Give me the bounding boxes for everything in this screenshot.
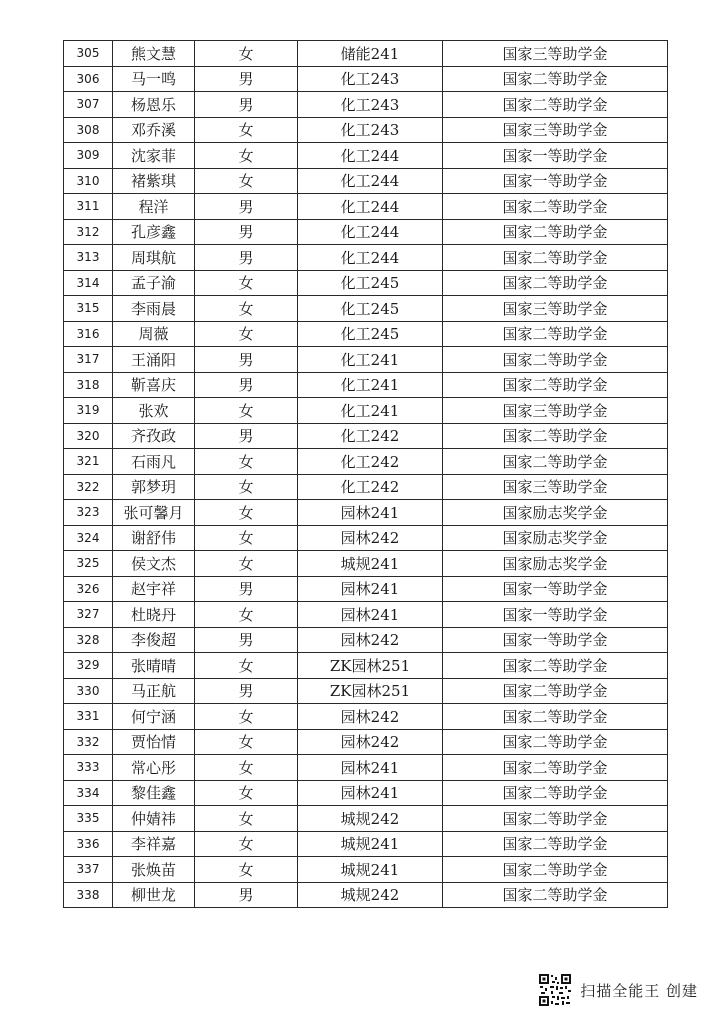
award-roster-sheet — [63, 40, 667, 908]
class-cell: 化工244 — [298, 245, 443, 271]
table-row — [64, 602, 668, 628]
student-name-cell: 李俊超 — [113, 627, 195, 653]
class-cell: 化工245 — [298, 296, 443, 322]
table-row — [64, 704, 668, 730]
student-name-cell: 张晴晴 — [113, 653, 195, 679]
student-name-cell: 柳世龙 — [113, 882, 195, 908]
gender-cell: 女 — [195, 500, 298, 526]
gender-cell: 男 — [195, 347, 298, 373]
class-cell: 化工241 — [298, 372, 443, 398]
gender-cell: 女 — [195, 270, 298, 296]
scanner-watermark-text: 扫描全能王 创建 — [580, 981, 698, 1000]
class-cell: 化工242 — [298, 423, 443, 449]
row-number-cell: 327 — [64, 602, 113, 628]
table-row — [64, 474, 668, 500]
award-type-cell: 国家二等助学金 — [443, 321, 668, 347]
table-row — [64, 194, 668, 220]
row-number-cell: 307 — [64, 92, 113, 118]
award-type-cell: 国家二等助学金 — [443, 704, 668, 730]
row-number-cell: 312 — [64, 219, 113, 245]
award-type-cell: 国家二等助学金 — [443, 755, 668, 781]
table-row — [64, 41, 668, 67]
student-name-cell: 齐孜政 — [113, 423, 195, 449]
class-cell: 城规241 — [298, 831, 443, 857]
row-number-cell: 313 — [64, 245, 113, 271]
row-number-cell: 324 — [64, 525, 113, 551]
gender-cell: 女 — [195, 398, 298, 424]
row-number-cell: 309 — [64, 143, 113, 169]
class-cell: 化工241 — [298, 398, 443, 424]
qr-code-icon — [538, 973, 572, 1007]
award-type-cell: 国家二等助学金 — [443, 194, 668, 220]
class-cell: 园林242 — [298, 704, 443, 730]
table-row — [64, 423, 668, 449]
row-number-cell: 330 — [64, 678, 113, 704]
student-name-cell: 仲婧祎 — [113, 806, 195, 832]
table-row — [64, 780, 668, 806]
award-type-cell: 国家三等助学金 — [443, 474, 668, 500]
student-name-cell: 何宁涵 — [113, 704, 195, 730]
award-type-cell: 国家励志奖学金 — [443, 500, 668, 526]
class-cell: 化工241 — [298, 347, 443, 373]
award-type-cell: 国家二等助学金 — [443, 92, 668, 118]
gender-cell: 女 — [195, 168, 298, 194]
student-name-cell: 赵宇祥 — [113, 576, 195, 602]
award-type-cell: 国家二等助学金 — [443, 66, 668, 92]
row-number-cell: 336 — [64, 831, 113, 857]
table-row — [64, 168, 668, 194]
award-type-cell: 国家一等助学金 — [443, 602, 668, 628]
student-name-cell: 沈家菲 — [113, 143, 195, 169]
gender-cell: 女 — [195, 449, 298, 475]
award-type-cell: 国家二等助学金 — [443, 729, 668, 755]
student-name-cell: 杜晓丹 — [113, 602, 195, 628]
award-type-cell: 国家二等助学金 — [443, 449, 668, 475]
student-name-cell: 郭梦玥 — [113, 474, 195, 500]
table-row — [64, 92, 668, 118]
student-name-cell: 靳喜庆 — [113, 372, 195, 398]
student-name-cell: 周琪航 — [113, 245, 195, 271]
award-type-cell: 国家二等助学金 — [443, 372, 668, 398]
student-name-cell: 王涌阳 — [113, 347, 195, 373]
student-name-cell: 常心彤 — [113, 755, 195, 781]
table-row — [64, 245, 668, 271]
gender-cell: 男 — [195, 66, 298, 92]
student-name-cell: 马正航 — [113, 678, 195, 704]
award-type-cell: 国家二等助学金 — [443, 780, 668, 806]
class-cell: 园林241 — [298, 500, 443, 526]
row-number-cell: 316 — [64, 321, 113, 347]
table-row — [64, 627, 668, 653]
table-row — [64, 296, 668, 322]
row-number-cell: 334 — [64, 780, 113, 806]
award-type-cell: 国家三等助学金 — [443, 296, 668, 322]
student-name-cell: 张可馨月 — [113, 500, 195, 526]
class-cell: 化工243 — [298, 66, 443, 92]
row-number-cell: 308 — [64, 117, 113, 143]
row-number-cell: 311 — [64, 194, 113, 220]
class-cell: 城规241 — [298, 551, 443, 577]
gender-cell: 女 — [195, 525, 298, 551]
student-name-cell: 张欢 — [113, 398, 195, 424]
class-cell: 园林241 — [298, 755, 443, 781]
class-cell: 化工245 — [298, 270, 443, 296]
row-number-cell: 332 — [64, 729, 113, 755]
award-type-cell: 国家二等助学金 — [443, 347, 668, 373]
table-row — [64, 882, 668, 908]
table-row — [64, 117, 668, 143]
class-cell: 化工244 — [298, 143, 443, 169]
row-number-cell: 306 — [64, 66, 113, 92]
row-number-cell: 310 — [64, 168, 113, 194]
class-cell: ZK园林251 — [298, 678, 443, 704]
table-row — [64, 831, 668, 857]
class-cell: 化工243 — [298, 117, 443, 143]
gender-cell: 女 — [195, 41, 298, 67]
student-name-cell: 石雨凡 — [113, 449, 195, 475]
class-cell: 化工244 — [298, 168, 443, 194]
row-number-cell: 335 — [64, 806, 113, 832]
row-number-cell: 323 — [64, 500, 113, 526]
class-cell: 园林241 — [298, 576, 443, 602]
row-number-cell: 337 — [64, 857, 113, 883]
gender-cell: 女 — [195, 831, 298, 857]
table-row — [64, 678, 668, 704]
class-cell: 园林241 — [298, 602, 443, 628]
table-row — [64, 755, 668, 781]
award-type-cell: 国家二等助学金 — [443, 882, 668, 908]
gender-cell: 女 — [195, 729, 298, 755]
gender-cell: 男 — [195, 423, 298, 449]
row-number-cell: 325 — [64, 551, 113, 577]
award-type-cell: 国家二等助学金 — [443, 678, 668, 704]
gender-cell: 男 — [195, 576, 298, 602]
student-name-cell: 李雨晨 — [113, 296, 195, 322]
award-roster-table — [63, 40, 668, 908]
gender-cell: 女 — [195, 321, 298, 347]
gender-cell: 女 — [195, 806, 298, 832]
student-name-cell: 谢舒伟 — [113, 525, 195, 551]
student-name-cell: 张焕苗 — [113, 857, 195, 883]
class-cell: 园林241 — [298, 780, 443, 806]
gender-cell: 男 — [195, 194, 298, 220]
student-name-cell: 贾怡情 — [113, 729, 195, 755]
table-row — [64, 347, 668, 373]
student-name-cell: 周薇 — [113, 321, 195, 347]
row-number-cell: 321 — [64, 449, 113, 475]
award-type-cell: 国家一等助学金 — [443, 627, 668, 653]
class-cell: 化工242 — [298, 449, 443, 475]
row-number-cell: 318 — [64, 372, 113, 398]
gender-cell: 女 — [195, 653, 298, 679]
gender-cell: 女 — [195, 780, 298, 806]
student-name-cell: 褚紫琪 — [113, 168, 195, 194]
table-row — [64, 525, 668, 551]
award-type-cell: 国家二等助学金 — [443, 857, 668, 883]
row-number-cell: 322 — [64, 474, 113, 500]
gender-cell: 男 — [195, 882, 298, 908]
gender-cell: 女 — [195, 117, 298, 143]
award-type-cell: 国家一等助学金 — [443, 143, 668, 169]
class-cell: 化工244 — [298, 194, 443, 220]
student-name-cell: 马一鸣 — [113, 66, 195, 92]
student-name-cell: 李祥嘉 — [113, 831, 195, 857]
award-type-cell: 国家二等助学金 — [443, 219, 668, 245]
award-type-cell: 国家二等助学金 — [443, 270, 668, 296]
gender-cell: 男 — [195, 627, 298, 653]
class-cell: ZK园林251 — [298, 653, 443, 679]
award-type-cell: 国家三等助学金 — [443, 398, 668, 424]
award-type-cell: 国家一等助学金 — [443, 168, 668, 194]
class-cell: 园林242 — [298, 729, 443, 755]
student-name-cell: 侯文杰 — [113, 551, 195, 577]
student-name-cell: 黎佳鑫 — [113, 780, 195, 806]
class-cell: 化工245 — [298, 321, 443, 347]
award-type-cell: 国家励志奖学金 — [443, 551, 668, 577]
table-row — [64, 219, 668, 245]
row-number-cell: 333 — [64, 755, 113, 781]
gender-cell: 女 — [195, 755, 298, 781]
student-name-cell: 孔彦鑫 — [113, 219, 195, 245]
gender-cell: 女 — [195, 704, 298, 730]
award-type-cell: 国家二等助学金 — [443, 831, 668, 857]
gender-cell: 男 — [195, 372, 298, 398]
table-row — [64, 857, 668, 883]
award-type-cell: 国家二等助学金 — [443, 245, 668, 271]
table-row — [64, 576, 668, 602]
row-number-cell: 319 — [64, 398, 113, 424]
gender-cell: 男 — [195, 92, 298, 118]
table-row — [64, 449, 668, 475]
scanner-watermark — [538, 973, 698, 1007]
table-row — [64, 806, 668, 832]
award-type-cell: 国家励志奖学金 — [443, 525, 668, 551]
student-name-cell: 程洋 — [113, 194, 195, 220]
student-name-cell: 熊文慧 — [113, 41, 195, 67]
row-number-cell: 314 — [64, 270, 113, 296]
table-row — [64, 270, 668, 296]
gender-cell: 男 — [195, 245, 298, 271]
student-name-cell: 孟子渝 — [113, 270, 195, 296]
class-cell: 储能241 — [298, 41, 443, 67]
gender-cell: 女 — [195, 857, 298, 883]
class-cell: 城规242 — [298, 806, 443, 832]
class-cell: 城规242 — [298, 882, 443, 908]
student-name-cell: 邓乔溪 — [113, 117, 195, 143]
class-cell: 城规241 — [298, 857, 443, 883]
class-cell: 园林242 — [298, 525, 443, 551]
award-type-cell: 国家一等助学金 — [443, 576, 668, 602]
award-type-cell: 国家三等助学金 — [443, 117, 668, 143]
table-row — [64, 321, 668, 347]
table-row — [64, 653, 668, 679]
gender-cell: 女 — [195, 474, 298, 500]
award-type-cell: 国家三等助学金 — [443, 41, 668, 67]
table-row — [64, 398, 668, 424]
award-type-cell: 国家二等助学金 — [443, 806, 668, 832]
row-number-cell: 320 — [64, 423, 113, 449]
table-row — [64, 500, 668, 526]
class-cell: 化工244 — [298, 219, 443, 245]
table-row — [64, 729, 668, 755]
table-row — [64, 372, 668, 398]
gender-cell: 女 — [195, 551, 298, 577]
row-number-cell: 331 — [64, 704, 113, 730]
gender-cell: 男 — [195, 678, 298, 704]
row-number-cell: 338 — [64, 882, 113, 908]
table-row — [64, 551, 668, 577]
row-number-cell: 328 — [64, 627, 113, 653]
table-row — [64, 143, 668, 169]
gender-cell: 男 — [195, 219, 298, 245]
table-row — [64, 66, 668, 92]
row-number-cell: 315 — [64, 296, 113, 322]
award-type-cell: 国家二等助学金 — [443, 653, 668, 679]
award-roster-body — [64, 41, 668, 908]
class-cell: 园林242 — [298, 627, 443, 653]
student-name-cell: 杨恩乐 — [113, 92, 195, 118]
row-number-cell: 329 — [64, 653, 113, 679]
gender-cell: 女 — [195, 602, 298, 628]
row-number-cell: 317 — [64, 347, 113, 373]
row-number-cell: 305 — [64, 41, 113, 67]
class-cell: 化工243 — [298, 92, 443, 118]
award-type-cell: 国家二等助学金 — [443, 423, 668, 449]
row-number-cell: 326 — [64, 576, 113, 602]
gender-cell: 女 — [195, 296, 298, 322]
class-cell: 化工242 — [298, 474, 443, 500]
gender-cell: 女 — [195, 143, 298, 169]
